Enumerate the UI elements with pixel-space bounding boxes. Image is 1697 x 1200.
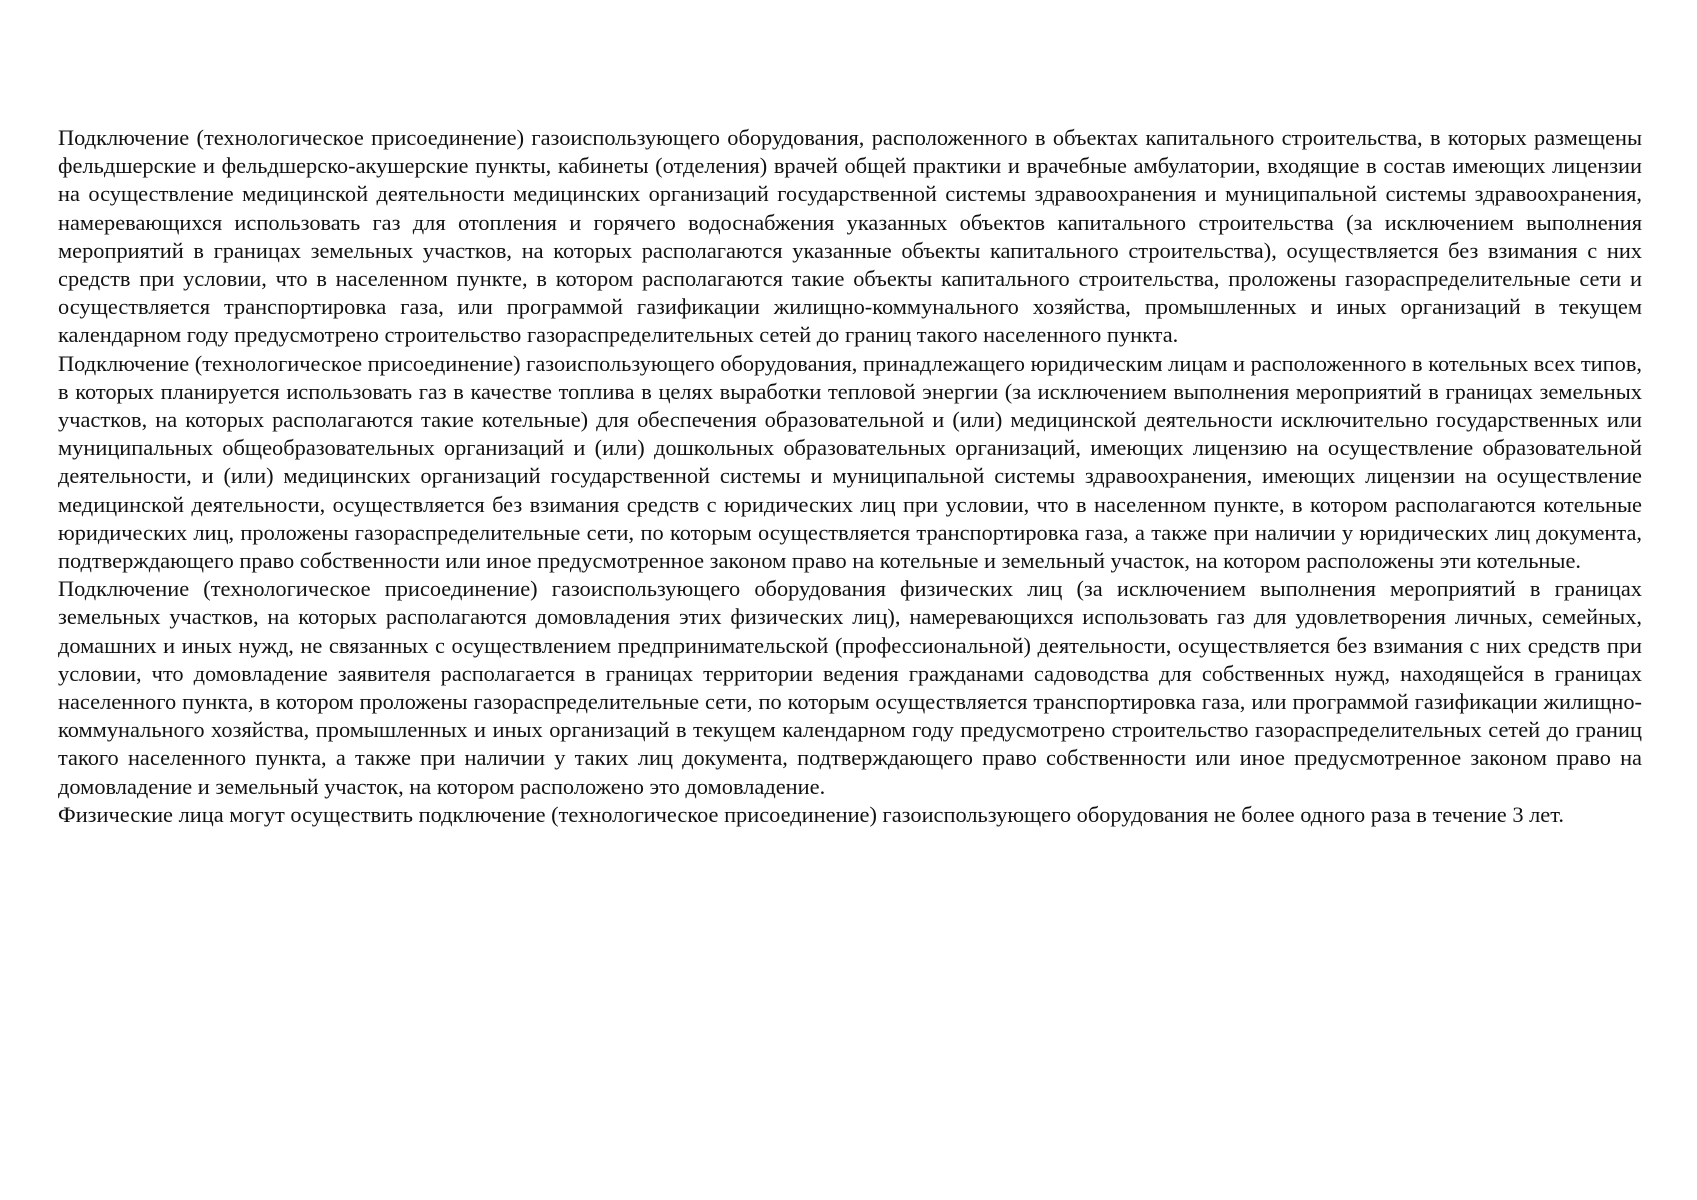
paragraph-medical-facilities: Подключение (технологическое присоединение) газоиспользующего оборудования, расположенного в объектах капитального строительства, в которых размещены фельдшерские и фельдшерско-акушерские пункты, кабинеты (отделения) врачей общей практики и врачебные амбулатории, входящие в состав имеющих лицензии на осуществление медицинской деятельности медицинских организаций государственной системы здравоохранения и муниципальной системы здравоохранения, намеревающихся использовать газ для отопления и горячего водоснабжения указанных объектов капитального строительства (за исключением выполнения мероприятий в границах земельных участков, на которых располагаются указанные объекты капитального строительства), осуществляется без взимания с них средств при условии, что в населенном пункте, в котором располагаются такие объекты капитального строительства, проложены газораспределительные сети и осуществляется транспортировка газа, или программой газификации жилищно-коммунального хозяйства, промышленных и иных организаций в текущем календарном году предусмотрено строительство газораспределительных сетей до границ такого населенного пункта. (58, 125, 1642, 348)
paragraph-individuals: Подключение (технологическое присоединение) газоиспользующего оборудования физических лиц (за исключением выполнения мероприятий в границах земельных участков, на которых располагаются домовладения этих физических лиц), намеревающихся использовать газ для удовлетворения личных, семейных, домашних и иных нужд, не связанных с осуществлением предпринимательской (профессиональной) деятельности, осуществляется без взимания с них средств при условии, что домовладение заявителя располагается в границах территории ведения гражданами садоводства для собственных нужд, находящейся в границах населенного пункта, в котором проложены газораспределительные сети, по которым осуществляется транспортировка газа, или программой газификации жилищно-коммунального хозяйства, промышленных и иных организаций в текущем календарном году предусмотрено строительство газораспределительных сетей до границ такого населенного пункта, а также при наличии у таких лиц документа, подтверждающего право собственности или иное предусмотренное законом право на домовладение и земельный участок, на котором расположено это домовладение. (58, 576, 1642, 799)
document-body (58, 124, 1642, 829)
paragraph-boiler-houses: Подключение (технологическое присоединение) газоиспользующего оборудования, принадлежащего юридическим лицам и расположенного в котельных всех типов, в которых планируется использовать газ в качестве топлива в целях выработки тепловой энергии (за исключением выполнения мероприятий в границах земельных участков, на которых располагаются такие котельные) для обеспечения образовательной и (или) медицинской деятельности исключительно государственных или муниципальных общеобразовательных организаций и (или) дошкольных образовательных организаций, имеющих лицензию на осуществление образовательной деятельности, и (или) медицинских организаций государственной системы и муниципальной системы здравоохранения, имеющих лицензии на осуществление медицинской деятельности, осуществляется без взимания средств с юридических лиц при условии, что в населенном пункте, в котором располагаются котельные юридических лиц, проложены газораспределительные сети, по которым осуществляется транспортировка газа, а также при наличии у юридических лиц документа, подтверждающего право собственности или иное предусмотренное законом право на котельные и земельный участок, на котором расположены эти котельные. (58, 350, 1642, 574)
paragraph-connection-limit: Физические лица могут осуществить подключение (технологическое присоединение) газоиспользующего оборудования не более одного раза в течение 3 лет. (58, 801, 1564, 827)
